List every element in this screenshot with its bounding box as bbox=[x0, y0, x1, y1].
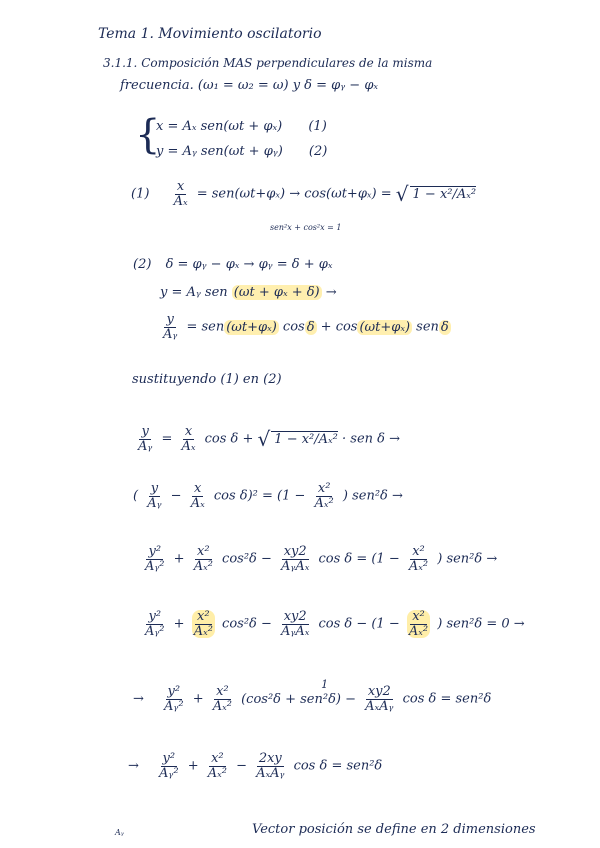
d1-sqrt: 1 − x²/Aₓ² bbox=[271, 431, 338, 447]
step2-eq: δ = φᵧ − φₓ → φᵧ = δ + φₓ bbox=[165, 257, 333, 272]
hl-1: (ωt+φₓ) bbox=[226, 319, 277, 335]
step1-fraction: $\frac{x}{\text{Aₓ}}$ bbox=[173, 179, 188, 209]
step2-line bbox=[133, 257, 332, 272]
section-line-2: frecuencia. (ω₁ = ω₂ = ω) y δ = φᵧ − φₓ bbox=[120, 78, 379, 93]
highlight-x2-b: $\frac{\text{x²}}{\text{Aₓ²}}$ bbox=[408, 609, 429, 639]
hl-2: δ bbox=[306, 319, 315, 335]
step1-tag: (1) bbox=[131, 186, 150, 202]
eq-x: x = Aₓ sen(ωt + φₓ) bbox=[156, 119, 283, 134]
eq-y: y = Aᵧ sen(ωt + φᵧ) bbox=[156, 144, 283, 159]
step1-cos: cos(ωt+φₓ) = bbox=[304, 186, 392, 202]
footer-note: Vector posición se define en 2 dimensiones bbox=[252, 822, 536, 837]
step2-fraction: $\frac{y}{\text{Aᵧ}}$ bbox=[163, 312, 178, 342]
derivation-5: → $\frac{\text{y²}}{\text{Aᵧ²}}$ + $\frac{\text{x²}}{\text{Aₓ²}}$ (cos²δ + sen²δ) − 1 $\frac{xy2}{\text{AₓAᵧ}}$ cos δ = sen²δ bbox=[133, 677, 492, 714]
step1-arrow: → bbox=[289, 186, 301, 202]
derivation-3: $\frac{\text{y²}}{\text{Aᵧ²}}$ + $\frac{\text{x²}}{\text{Aₓ²}}$ cos²δ − $\frac{xy2}{\text{AᵧAₓ}}$ cos δ = (1 − $\frac{\text{x²}}{\text{Aₓ²}}$ ) sen²δ → bbox=[145, 544, 498, 574]
hl-4: δ bbox=[440, 319, 449, 335]
page-title: Tema 1. Movimiento oscilatorio bbox=[98, 26, 322, 42]
step2-y-arrow: → bbox=[325, 285, 337, 300]
identity-one: 1 bbox=[321, 677, 329, 691]
identity-cancel: (cos²δ + sen²δ) − bbox=[241, 691, 357, 707]
derivation-6: → $\frac{\text{y²}}{\text{Aᵧ²}}$ + $\frac{\text{x²}}{\text{Aₓ²}}$ − $\frac{2xy}{\text{AₓAᵧ}}$ cos δ = sen²δ bbox=[128, 751, 383, 781]
section-number: 3.1.1. bbox=[103, 56, 138, 70]
derivation-2: ( $\frac{y}{\text{Aᵧ}}$ − $\frac{x}{\text{Aₓ}}$ cos δ)² = (1 − $\frac{\text{x²}}{\text{Aₓ²}}$ ) sen²δ → bbox=[133, 481, 403, 511]
eq-tag-1: (1) bbox=[308, 119, 327, 134]
step1-line: (1) $\frac{x}{\text{Aₓ}}$ = sen(ωt+φₓ) → cos(ωt+φₓ) = √ 1 − x²/Aₓ² bbox=[131, 179, 477, 209]
step1-sqrt: 1 − x²/Aₓ² bbox=[410, 186, 477, 202]
section-line-1: Composición MAS perpendiculares de la misma bbox=[141, 56, 433, 70]
step2-y-highlight: (ωt + φₓ + δ) bbox=[233, 285, 320, 300]
step2-y bbox=[160, 285, 337, 300]
step2-expand: $\frac{y}{\text{Aᵧ}}$ = sen (ωt+φₓ) cos δ + cos (ωt+φₓ) sen δ bbox=[163, 312, 449, 342]
step1-rhs: = sen(ωt+φₓ) bbox=[196, 186, 286, 202]
system-brace: { bbox=[135, 112, 161, 158]
derivation-4: $\frac{\text{y²}}{\text{Aᵧ²}}$ + $\frac{\text{x²}}{\text{Aₓ²}}$ cos²δ − $\frac{xy2}{\text{AᵧAₓ}}$ cos δ − (1 − $\frac{\text{x²}}{\text{Aₓ²}}$ ) sen²δ = 0 → bbox=[145, 609, 525, 639]
eq-tag-2: (2) bbox=[308, 144, 328, 159]
step2-tag: (2) bbox=[133, 257, 152, 272]
system-eq-2 bbox=[156, 144, 327, 159]
footer-axis-label: Aᵧ bbox=[115, 828, 124, 837]
hl-3: (ωt+φₓ) bbox=[359, 319, 411, 335]
section-heading bbox=[103, 56, 432, 70]
step2-y-lhs: y = Aᵧ sen bbox=[160, 285, 228, 300]
substituting-note: sustituyendo (1) en (2) bbox=[132, 372, 282, 387]
system-eq-1 bbox=[156, 119, 327, 134]
identity-note: sen²x + cos²x = 1 bbox=[270, 223, 342, 232]
derivation-1: $\frac{y}{\text{Aᵧ}}$ = $\frac{x}{\text{Aₓ}}$ cos δ + √ 1 − x²/Aₓ² · sen δ → bbox=[138, 424, 401, 454]
highlight-x2-a: $\frac{\text{x²}}{\text{Aₓ²}}$ bbox=[193, 609, 213, 639]
